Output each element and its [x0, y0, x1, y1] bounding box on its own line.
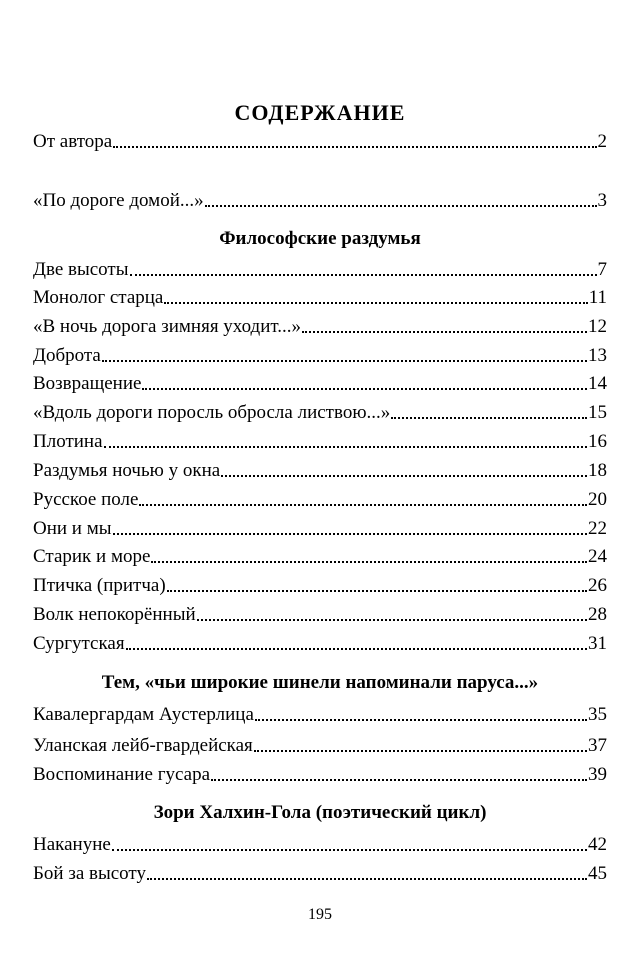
toc-entry [33, 514, 607, 540]
toc-entry-title: «По дороге домой...» [33, 190, 204, 211]
toc-entry [33, 700, 607, 726]
toc-entry-title: Сургутская [33, 633, 125, 654]
dot-leader [391, 417, 587, 419]
toc-entry-title: Старик и море [33, 546, 151, 567]
toc-entry [33, 542, 607, 568]
toc-entry-title: Бой за высоту [33, 863, 146, 884]
toc-entry-title: Возвращение [33, 373, 142, 394]
toc-entry [33, 600, 607, 626]
toc-entry-page: 35 [588, 704, 607, 725]
toc-entry-title: Они и мы [33, 518, 112, 539]
dot-leader [113, 146, 596, 148]
toc-entry [33, 369, 607, 395]
dot-leader [139, 504, 587, 506]
toc-entry [33, 127, 607, 153]
page-title: СОДЕРЖАНИЕ [234, 100, 406, 125]
toc-entry-title: Доброта [33, 345, 101, 366]
toc-entry-title: Воспоминание гусара [33, 764, 211, 785]
toc-entry-page: 26 [588, 575, 607, 596]
dot-leader [102, 360, 587, 362]
dot-leader [197, 619, 587, 621]
dot-leader [221, 475, 587, 477]
dot-leader [205, 205, 597, 207]
dot-leader [147, 878, 587, 880]
toc-entry [33, 186, 607, 212]
toc-entry [33, 760, 607, 786]
dot-leader [126, 648, 587, 650]
dot-leader [211, 779, 587, 781]
toc-entry [33, 427, 607, 453]
toc-entry-page: 12 [588, 316, 607, 337]
section-heading: Философские раздумья [219, 228, 421, 249]
dot-leader [104, 446, 587, 448]
toc-entry [33, 485, 607, 511]
dot-leader [130, 274, 597, 276]
toc-entry-title: От автора [33, 131, 113, 152]
dot-leader [255, 719, 587, 721]
toc-entry-page: 42 [588, 834, 607, 855]
toc-entry-title: Кавалергардам Аустерлица [33, 704, 254, 725]
toc-entry [33, 341, 607, 367]
toc-entry-page: 31 [588, 633, 607, 654]
toc-entry-title: «В ночь дорога зимняя уходит...» [33, 316, 301, 337]
toc-entry-title: Уланская лейб-гвардейская [33, 735, 253, 756]
toc-entry [33, 398, 607, 424]
toc-entry-page: 22 [588, 518, 607, 539]
toc-entry-page: 13 [588, 345, 607, 366]
toc-entry-page: 16 [588, 431, 607, 452]
toc-entry-title: Накануне [33, 834, 111, 855]
toc-entry-title: Русское поле [33, 489, 139, 510]
toc-entry-page: 15 [588, 402, 607, 423]
toc-entry-title: «Вдоль дороги поросль обросла листвою...» [33, 402, 391, 423]
toc-entry-page: 2 [597, 131, 607, 152]
dot-leader [113, 533, 587, 535]
dot-leader [112, 849, 587, 851]
dot-leader [167, 590, 587, 592]
toc-entry-title: Раздумья ночью у окна [33, 460, 221, 481]
toc-entry-page: 39 [588, 764, 607, 785]
toc-entry [33, 830, 607, 856]
toc-entry-page: 7 [597, 259, 607, 280]
toc-entry-title: Птичка (притча) [33, 575, 166, 596]
toc-entry-page: 3 [597, 190, 607, 211]
section-heading: Тем, «чьи широкие шинели напоминали паруса...» [101, 672, 539, 693]
toc-entry [33, 255, 607, 281]
toc-entry [33, 629, 607, 655]
toc-entry [33, 571, 607, 597]
toc-entry-page: 37 [588, 735, 607, 756]
toc-entry-title: Две высоты [33, 259, 129, 280]
toc-entry [33, 731, 607, 757]
toc-entry-title: Монолог старца [33, 287, 164, 308]
toc-entry-page: 24 [588, 546, 607, 567]
toc-entry-page: 20 [588, 489, 607, 510]
page-number: 195 [308, 906, 332, 923]
dot-leader [142, 388, 587, 390]
toc-entry-page: 45 [588, 863, 607, 884]
dot-leader [151, 561, 587, 563]
toc-entry-title: Волк непокорённый [33, 604, 196, 625]
toc-entry [33, 312, 607, 338]
toc-entry-page: 14 [588, 373, 607, 394]
dot-leader [302, 331, 587, 333]
toc-entry-page: 11 [588, 287, 607, 308]
toc-entry [33, 859, 607, 885]
toc-entry [33, 456, 607, 482]
section-heading: Зори Халхин-Гола (поэтический цикл) [153, 802, 487, 823]
toc-entry-title: Плотина [33, 431, 103, 452]
dot-leader [164, 302, 587, 304]
toc-entry [33, 283, 607, 309]
dot-leader [254, 750, 587, 752]
toc-entry-page: 28 [588, 604, 607, 625]
toc-entry-page: 18 [588, 460, 607, 481]
